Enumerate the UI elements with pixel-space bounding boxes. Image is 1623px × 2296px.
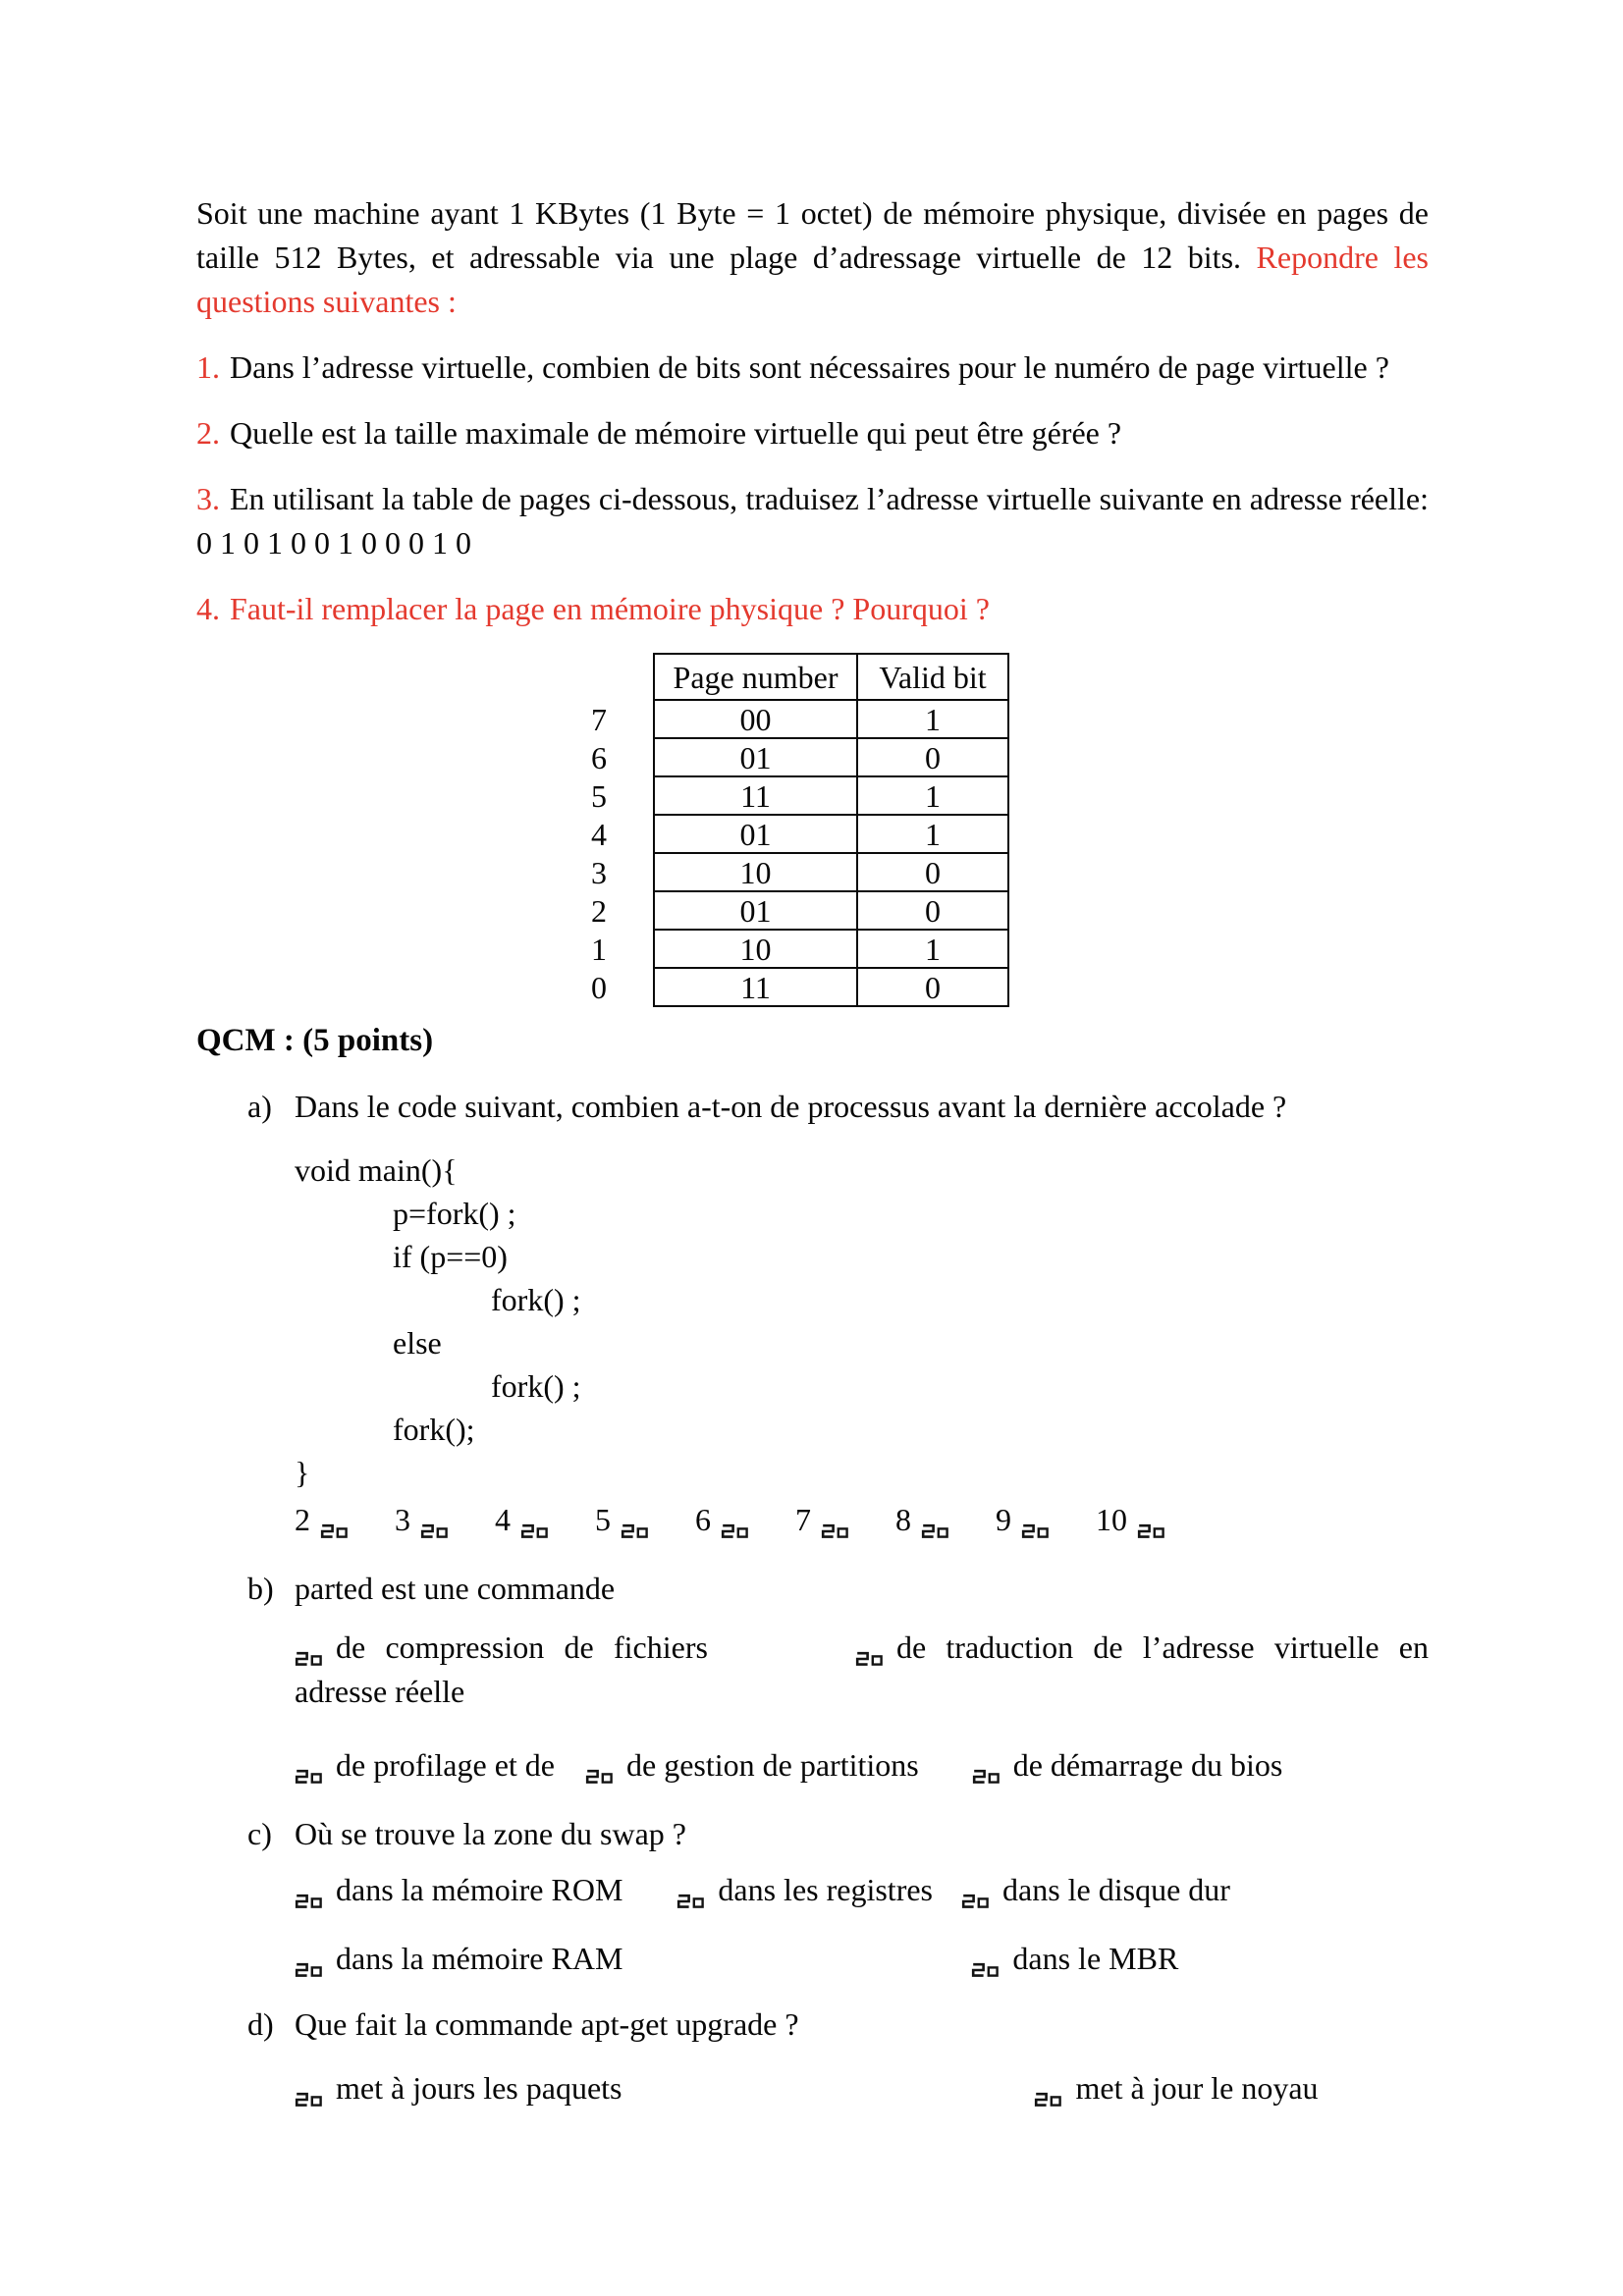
checkbox-icon (821, 1522, 850, 1539)
choice-option (895, 1498, 950, 1542)
checkbox-icon (971, 1961, 1001, 1978)
qcm-question-a-label: a) (247, 1089, 272, 1124)
question-4-text: Faut-il remplacer la page en mémoire physique ? Pourquoi ? (230, 591, 990, 626)
page-number-cell: 11 (654, 968, 857, 1006)
intro-text: Soit une machine ayant 1 KBytes (1 Byte = 1 octet) de mémoire physique, divisée en pages de taille 512 Bytes, et adressable via une plage d’adressage virtuelle de 12 bits. (196, 195, 1429, 275)
checkbox-icon (320, 1522, 350, 1539)
valid-bit-cell: 0 (857, 968, 1008, 1006)
col-header-valid-bit: Valid bit (857, 654, 1008, 700)
answer-row-c2 (196, 1937, 1429, 1981)
choice-label: 9 (996, 1502, 1011, 1537)
page-number-cell: 10 (654, 853, 857, 891)
valid-bit-cell: 1 (857, 700, 1008, 738)
page-number-cell: 11 (654, 776, 857, 815)
tab-spacer (919, 1775, 972, 1776)
tab-spacer (708, 1657, 855, 1658)
choice-label: 2 (295, 1502, 310, 1537)
choice-label: 10 (1096, 1502, 1127, 1537)
qcm-question-c-label: c) (247, 1816, 272, 1851)
checkbox-icon (676, 1893, 706, 1909)
header-index-spacer (584, 654, 654, 700)
choice-label: met à jours les paquets (336, 2070, 622, 2106)
choice-label: dans le MBR (1012, 1941, 1179, 1976)
table-row (584, 815, 1008, 853)
choice-option (695, 1498, 750, 1542)
qcm-question-d (196, 2002, 1429, 2047)
code-line: void main(){ (295, 1152, 458, 1188)
row-index: 6 (591, 739, 607, 775)
choice-label: 8 (895, 1502, 911, 1537)
answer-row-b2 (196, 1743, 1429, 1788)
checkbox-icon (1034, 2091, 1063, 2108)
checkbox-icon (721, 1522, 750, 1539)
page-number-cell: 01 (654, 815, 857, 853)
table-row (584, 776, 1008, 815)
choice-label: dans le disque dur (1002, 1872, 1230, 1907)
code-line: fork() ; (491, 1282, 581, 1317)
choice-label: de compression de fichiers (336, 1629, 708, 1665)
code-line: else (393, 1325, 442, 1361)
question-1 (196, 346, 1429, 390)
checkbox-icon (295, 1893, 324, 1909)
qcm-question-b (196, 1567, 1429, 1611)
checkbox-icon (295, 1961, 324, 1978)
valid-bit-cell: 1 (857, 776, 1008, 815)
row-index: 2 (591, 892, 607, 929)
qcm-question-b-label: b) (247, 1571, 274, 1606)
choice-label: 6 (695, 1502, 711, 1537)
choice-label: de démarrage du bios (1012, 1747, 1283, 1783)
table-row (584, 891, 1008, 930)
question-3 (196, 477, 1429, 565)
tab-spacer (933, 1899, 961, 1900)
code-line: if (p==0) (393, 1239, 508, 1274)
table-row (584, 700, 1008, 738)
answer-row-b1 (196, 1626, 1429, 1714)
checkbox-icon (295, 1768, 324, 1785)
choice-label: 7 (795, 1502, 811, 1537)
choice-option (1096, 1498, 1166, 1542)
table-row (584, 853, 1008, 891)
choice-label: de gestion de partitions (626, 1747, 919, 1783)
code-line: fork(); (393, 1412, 475, 1447)
choice-option (295, 1498, 350, 1542)
valid-bit-cell: 0 (857, 853, 1008, 891)
question-2-text: Quelle est la taille maximale de mémoire virtuelle qui peut être gérée ? (230, 415, 1122, 451)
page-number-cell: 10 (654, 930, 857, 968)
choice-label: 4 (495, 1502, 511, 1537)
question-3-text: En utilisant la table de pages ci-dessous, traduisez l’adresse virtuelle suivante en adresse réelle: 0 1 0 1 0 0 1 0 0 0 1 0 (196, 481, 1429, 561)
valid-bit-cell: 1 (857, 815, 1008, 853)
table-row (584, 738, 1008, 776)
qcm-question-d-label: d) (247, 2006, 274, 2042)
col-header-page-number: Page number (654, 654, 857, 700)
row-index: 0 (591, 969, 607, 1005)
checkbox-icon (972, 1768, 1001, 1785)
valid-bit-cell: 0 (857, 738, 1008, 776)
qcm-heading: QCM : (5 points) (196, 1023, 434, 1058)
checkbox-icon (295, 1650, 324, 1667)
qcm-question-c (196, 1812, 1429, 1856)
qcm-question-c-text: Où se trouve la zone du swap ? (295, 1816, 686, 1851)
question-3-number: 3. (196, 481, 220, 516)
choice-label: dans la mémoire RAM (336, 1941, 623, 1976)
question-4 (196, 587, 1429, 631)
row-index: 5 (591, 777, 607, 814)
checkbox-icon (295, 2091, 324, 2108)
question-1-number: 1. (196, 349, 220, 385)
code-line: p=fork() ; (393, 1196, 516, 1231)
row-index: 1 (591, 931, 607, 967)
table-header-row (584, 654, 1008, 700)
question-4-number: 4. (196, 591, 220, 626)
page-number-cell: 00 (654, 700, 857, 738)
choice-option (495, 1498, 550, 1542)
valid-bit-cell: 0 (857, 891, 1008, 930)
valid-bit-cell: 1 (857, 930, 1008, 968)
checkbox-icon (961, 1893, 991, 1909)
checkbox-icon (1137, 1522, 1166, 1539)
checkbox-icon (420, 1522, 450, 1539)
checkbox-icon (520, 1522, 550, 1539)
checkbox-icon (621, 1522, 650, 1539)
row-index: 4 (591, 816, 607, 852)
qcm-question-b-text: parted est une commande (295, 1571, 616, 1606)
question-2 (196, 411, 1429, 455)
qcm-question-d-text: Que fait la commande apt-get upgrade ? (295, 2006, 799, 2042)
choice-label: 5 (595, 1502, 611, 1537)
page-number-cell: 01 (654, 738, 857, 776)
qcm-question-a-text: Dans le code suivant, combien a-t-on de processus avant la dernière accolade ? (295, 1089, 1287, 1124)
question-1-text: Dans l’adresse virtuelle, combien de bits sont nécessaires pour le numéro de page virtuelle ? (230, 349, 1389, 385)
choice-label: dans la mémoire ROM (336, 1872, 623, 1907)
tab-spacer (622, 1899, 676, 1900)
tab-spacer (622, 2098, 1034, 2099)
answer-row-c1 (196, 1868, 1429, 1912)
table-row (584, 930, 1008, 968)
choice-option (795, 1498, 850, 1542)
qcm-question-a (196, 1085, 1429, 1129)
page-table-container (584, 653, 1429, 1007)
row-index: 7 (591, 701, 607, 737)
tab-spacer (622, 1968, 971, 1969)
intro-instruction-red: Repondre les questions suivantes : (196, 240, 1430, 319)
checkbox-icon (585, 1768, 615, 1785)
table-row (584, 968, 1008, 1006)
question-2-number: 2. (196, 415, 220, 451)
checkbox-icon (1021, 1522, 1051, 1539)
page-number-cell: 01 (654, 891, 857, 930)
row-index: 3 (591, 854, 607, 890)
checkbox-icon (921, 1522, 950, 1539)
code-line: fork() ; (491, 1368, 581, 1404)
choice-option (395, 1498, 450, 1542)
choice-label: 3 (395, 1502, 410, 1537)
page-table (584, 653, 1009, 1007)
choice-label: de profilage et de (336, 1747, 555, 1783)
checkbox-icon (855, 1650, 885, 1667)
choice-option (595, 1498, 650, 1542)
code-block (295, 1148, 1429, 1494)
answer-choices-a (295, 1498, 1429, 1542)
code-line: } (295, 1455, 310, 1490)
choice-label: dans les registres (718, 1872, 933, 1907)
tab-spacer (555, 1775, 585, 1776)
choice-label: met à jour le noyau (1075, 2070, 1319, 2106)
choice-label: de traduction de l’adresse virtuelle en adresse réelle (295, 1629, 1430, 1709)
choice-option (996, 1498, 1051, 1542)
answer-row-d (196, 2066, 1429, 2110)
intro-paragraph (196, 191, 1429, 324)
